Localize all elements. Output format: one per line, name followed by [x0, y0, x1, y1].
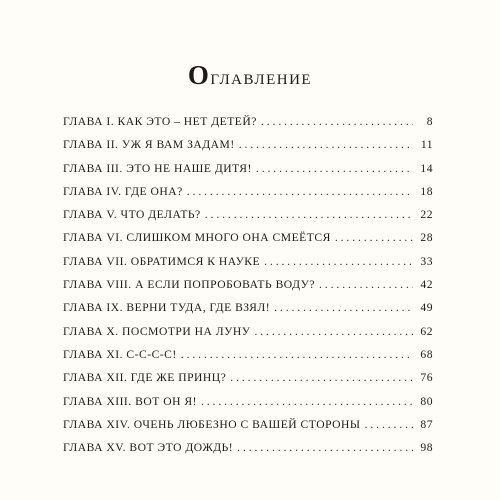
toc-entry: [63, 395, 433, 418]
toc-entry: [63, 441, 433, 464]
chapter-title: А ЕСЛИ ПОПРОБОВАТЬ ВОДУ?: [135, 278, 315, 292]
dot-leader: [264, 255, 413, 268]
page-title: [0, 60, 500, 92]
page-number: 11: [420, 138, 433, 152]
page-number: 42: [420, 278, 433, 292]
dot-leader: [205, 208, 413, 221]
dot-leader: [237, 441, 413, 454]
toc-entry: [63, 418, 433, 441]
chapter-title: ВОТ ОН Я!: [135, 394, 197, 408]
toc-entry: [63, 278, 433, 301]
chapter-title: ГДЕ ОНА?: [124, 184, 183, 198]
chapter-title: ВЕРНИ ТУДА, ГДЕ ВЗЯЛ!: [126, 301, 271, 315]
chapter-number: ГЛАВА XI.: [63, 347, 123, 361]
chapter-number: ГЛАВА IX.: [63, 301, 123, 315]
dot-leader: [239, 138, 413, 151]
chapter-number: ГЛАВА I.: [63, 115, 115, 128]
toc-entry: [63, 115, 433, 138]
toc-entry: [63, 301, 433, 324]
page-number: 98: [420, 441, 433, 455]
page-number: 33: [420, 254, 433, 268]
chapter-number: ГЛАВА VI.: [63, 231, 123, 245]
chapter-number: ГЛАВА X.: [63, 324, 119, 338]
dot-leader: [201, 395, 413, 408]
chapter-title: СЛИШКОМ МНОГО ОНА СМЕЁТСЯ: [126, 231, 331, 245]
chapter-title: ОБРАТИМСЯ К НАУКЕ: [130, 254, 261, 268]
toc-entry: [63, 162, 433, 185]
chapter-number: ГЛАВА V.: [63, 208, 118, 222]
chapter-number: ГЛАВА VIII.: [63, 278, 132, 292]
chapter-number: ГЛАВА II.: [63, 138, 119, 152]
title-initial: О: [187, 60, 211, 90]
chapter-title: КАК ЭТО – НЕТ ДЕТЕЙ?: [117, 115, 257, 128]
dot-leader: [261, 115, 413, 128]
page-number: 76: [420, 371, 433, 385]
chapter-number: ГЛАВА XIII.: [63, 394, 132, 408]
chapter-number: ГЛАВА XII.: [63, 371, 128, 385]
page-number: 22: [420, 208, 433, 222]
page-number: 87: [420, 417, 433, 431]
toc-entry: [63, 255, 433, 278]
toc-entry: [63, 208, 433, 231]
page-number: 28: [420, 231, 433, 245]
page-number: 8: [426, 115, 433, 128]
chapter-number: ГЛАВА XV.: [63, 441, 126, 455]
toc-entry: [63, 185, 433, 208]
chapter-title: ПОСМОТРИ НА ЛУНУ: [122, 324, 251, 338]
chapter-number: ГЛАВА VII.: [63, 254, 128, 268]
toc-entry: [63, 348, 433, 371]
dot-leader: [181, 348, 413, 361]
toc-entry: [63, 138, 433, 161]
page-number: 14: [420, 161, 433, 175]
dot-leader: [230, 371, 413, 384]
toc-entry: [63, 231, 433, 254]
page-number: 62: [420, 324, 433, 338]
dot-leader: [274, 301, 413, 314]
dot-leader: [254, 325, 413, 338]
dot-leader: [319, 278, 413, 291]
page-number: 49: [420, 301, 433, 315]
chapter-title: ЭТО НЕ НАШЕ ДИТЯ!: [126, 161, 252, 175]
toc-entry: [63, 325, 433, 348]
chapter-number: ГЛАВА XIV.: [63, 417, 131, 431]
chapter-title: С-С-С-С!: [126, 347, 177, 361]
page-number: 80: [420, 394, 433, 408]
chapter-title: ГДЕ ЖЕ ПРИНЦ?: [130, 371, 227, 385]
dot-leader: [335, 231, 413, 244]
dot-leader: [365, 418, 413, 431]
toc-entry: [63, 371, 433, 394]
chapter-title: ОЧЕНЬ ЛЮБЕЗНО С ВАШЕЙ СТОРОНЫ: [133, 417, 361, 431]
chapter-title: УЖ Я ВАМ ЗАДАМ!: [121, 138, 235, 152]
dot-leader: [256, 162, 413, 175]
chapter-number: ГЛАВА III.: [63, 161, 123, 175]
table-of-contents: [63, 115, 433, 464]
dot-leader: [187, 185, 413, 198]
chapter-title: ВОТ ЭТО ДОЖДЬ!: [129, 441, 234, 455]
title-rest: главление: [210, 64, 313, 89]
chapter-number: ГЛАВА IV.: [63, 184, 122, 198]
page-number: 68: [420, 347, 433, 361]
page-number: 18: [420, 184, 433, 198]
chapter-title: ЧТО ДЕЛАТЬ?: [120, 208, 201, 222]
